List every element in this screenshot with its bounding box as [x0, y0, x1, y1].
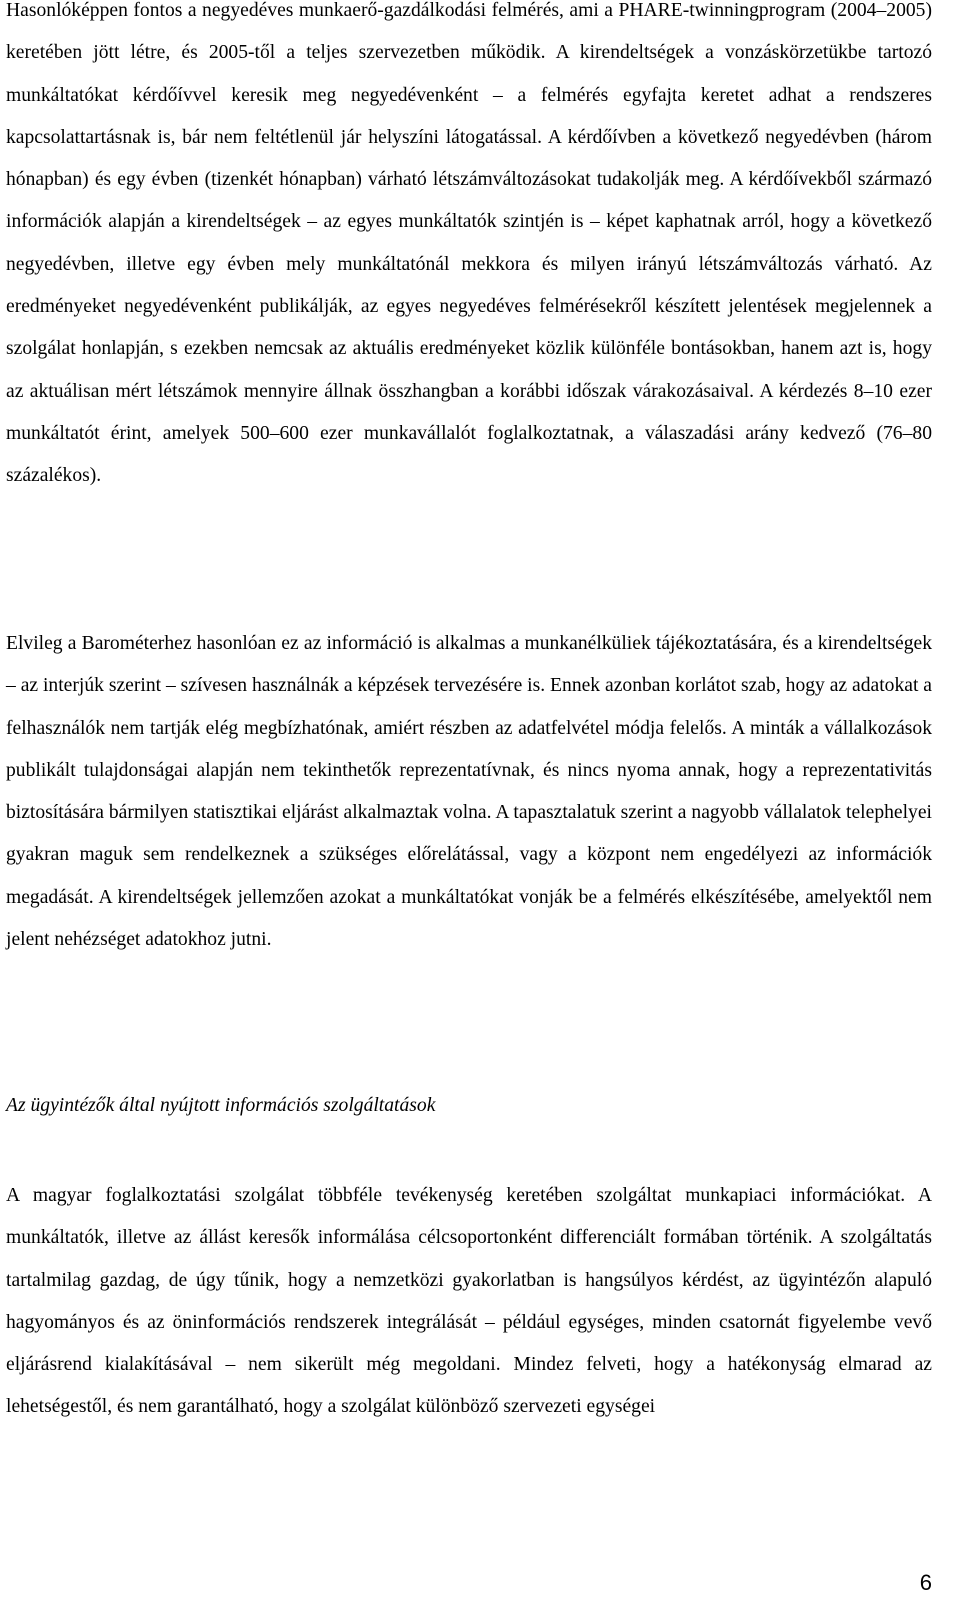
body-paragraph: Hasonlóképpen fontos a negyedéves munkaerő-gazdálkodási felmérés, ami a PHARE-twinningprogram (2004–2005) keretében jött létre, és 2005-től a teljes szervezetben működik. A kirendeltségek a vonzáskörzetükbe tartozó munkáltatókat kérdőívvel keresik meg negyedévenként – a felmérés egyfajta keretet adhat a rendszeres kapcsolattartásnak is, bár nem feltétlenül jár helyszíni látogatással. A kérdőívben a következő negyedévben (három hónapban) és egy évben (tizenkét hónapban) várható létszámváltozásokat tudakolják meg. A kérdőívekből származó információk alapján a kirendeltségek – az egyes munkáltatók szintjén is – képet kaphatnak arról, hogy a következő negyedévben, illetve egy évben mely munkáltatónál mekkora és milyen irányú létszámváltozás várható. Az eredményeket negyedévenként publikálják, az egyes negyedéves felmérésekről készített jelentések megjelennek a szolgálat honlapján, s ezekben nemcsak az aktuális eredményeket közlik különféle bontásokban, hanem azt is, hogy az aktuálisan mért létszámok mennyire állnak összhangban a korábbi időszak várakozásaival. A kérdezés 8–10 ezer munkáltatót érint, amelyek 500–600 ezer munkavállalót foglalkoztatnak, a válaszadási arány kedvező (76–80 százalékos).: [6, 0, 932, 487]
body-paragraph: Elvileg a Barométerhez hasonlóan ez az információ is alkalmas a munkanélküliek tájékoztatására, és a kirendeltségek – az interjúk szerint – szívesen használnák a képzések tervezésére is. Ennek azonban korlátot szab, hogy az adatokat a felhasználók nem tartják elég megbízhatónak, amiért részben az adatfelvétel módja felelős. A minták a vállalkozások publikált tulajdonságai alapján nem tekinthetők reprezentatívnak, és nincs nyoma annak, hogy a reprezentativitás biztosítására bármilyen statisztikai eljárást alkalmaztak volna. A tapasztalatuk szerint a nagyobb vállalatok telephelyei gyakran maguk sem rendelkeznek a szükséges előrelátással, vagy a központ nem engedélyezi az információk megadását. A kirendeltségek jellemzően azokat a munkáltatókat vonják be a felmérés elkészítésébe, amelyektől nem jelent nehézséget adatokhoz jutni.: [6, 633, 932, 951]
page-number: 6: [919, 1570, 932, 1595]
section-heading: Az ügyintézők által nyújtott információs szolgáltatások: [6, 1095, 436, 1116]
body-paragraph: A magyar foglalkoztatási szolgálat többféle tevékenység keretében szolgáltat munkapiaci információkat. A munkáltatók, illetve az állást keresők informálása célcsoportonként differenciált formában történik. A szolgáltatás tartalmilag gazdag, de úgy tűnik, hogy a nemzetközi gyakorlatban is hangsúlyos kérdést, az ügyintézőn alapuló hagyományos és az öninformációs rendszerek integrálását – például egységes, minden csatornát figyelembe vevő eljárásrend kialakításával – nem sikerült még megoldani. Mindez felveti, hogy a hatékonyság elmarad az lehetségestől, és nem garantálható, hogy a szolgálat különböző szervezeti egységei: [6, 1185, 932, 1418]
